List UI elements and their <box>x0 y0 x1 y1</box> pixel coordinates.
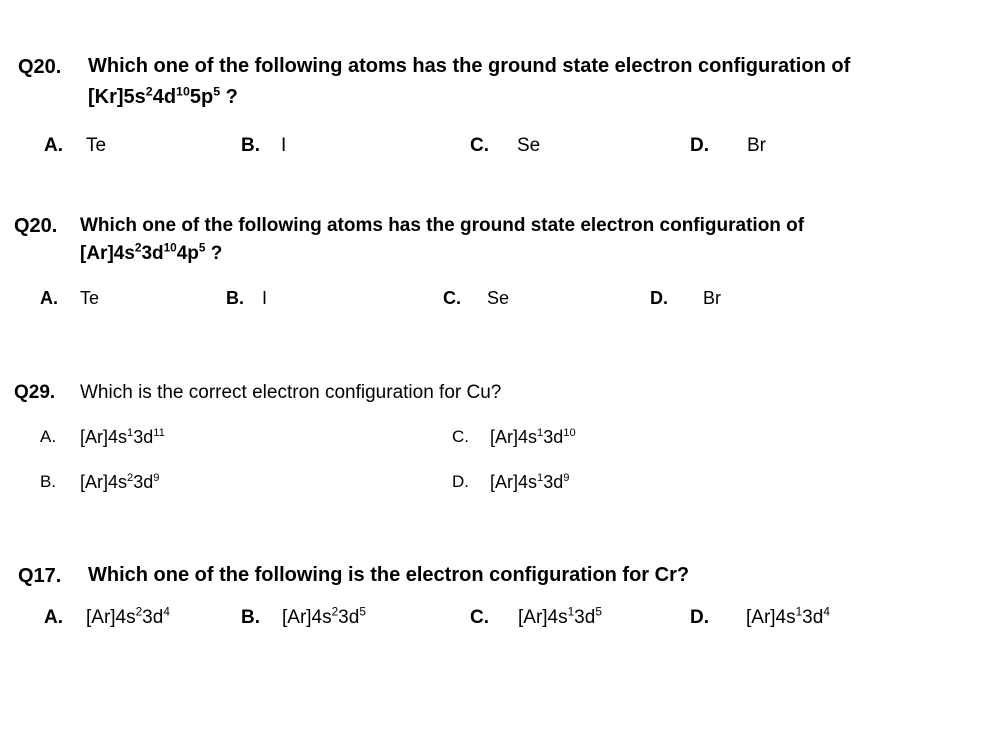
option-text-a: Te <box>80 288 100 308</box>
option-text-c: Se <box>517 135 541 156</box>
option-letter-b: B. <box>226 288 244 308</box>
question-text-line1: Which is the correct electron configuration for Cu? <box>80 382 502 403</box>
option-letter-b: B. <box>40 472 57 491</box>
option-letter-d: D. <box>690 135 709 156</box>
option-letter-b: B. <box>241 607 260 628</box>
option-text-d: $[Ar]4s^13d^4$ <box>746 605 830 628</box>
option-text-a: $[Ar]4s^13d^{11}$ <box>80 427 165 447</box>
question-number: Q29. <box>14 382 56 403</box>
option-text-d: $[Ar]4s^13d^9$ <box>490 472 570 492</box>
option-text-b: I <box>262 288 268 308</box>
option-letter-d: D. <box>690 607 709 628</box>
option-text-b: $[Ar]4s^23d^5$ <box>282 605 366 628</box>
option-letter-c: C. <box>452 427 469 446</box>
option-letter-d: D. <box>452 472 469 491</box>
question-number: Q17. <box>18 565 62 587</box>
question-number: Q20. <box>14 215 58 237</box>
question-text-line1: Which one of the following atoms has the ground state electron configuration of <box>80 215 805 236</box>
option-text-c: $[Ar]4s^13d^5$ <box>518 605 602 628</box>
option-text-b: $[Ar]4s^23d^9$ <box>80 472 160 492</box>
option-text-c: $[Ar]4s^13d^{10}$ <box>490 427 576 447</box>
option-letter-a: A. <box>40 427 57 446</box>
option-letter-c: C. <box>470 135 489 156</box>
option-text-a: $[Ar]4s^23d^4$ <box>86 605 170 628</box>
option-letter-a: A. <box>44 135 63 156</box>
question-text-line1: Which one of the following atoms has the ground state electron configuration of <box>88 55 851 77</box>
question-text-line2: $[Ar]4s^23d^{10}4p^5$ ? <box>80 241 223 264</box>
option-text-a: Te <box>86 135 107 156</box>
option-letter-a: A. <box>40 288 58 308</box>
question-text-line2: $[Kr]5s^24d^{10}5p^5$ ? <box>88 84 238 108</box>
option-text-b: I <box>281 135 287 156</box>
option-letter-a: A. <box>44 607 63 628</box>
option-text-d: Br <box>703 288 721 308</box>
option-letter-b: B. <box>241 135 260 156</box>
option-text-c: Se <box>487 288 510 308</box>
option-letter-c: C. <box>443 288 461 308</box>
question-number: Q20. <box>18 56 62 78</box>
option-letter-c: C. <box>470 607 489 628</box>
question-text-line1: Which one of the following is the electron configuration for Cr? <box>88 564 690 586</box>
option-text-d: Br <box>747 135 766 156</box>
option-letter-d: D. <box>650 288 668 308</box>
